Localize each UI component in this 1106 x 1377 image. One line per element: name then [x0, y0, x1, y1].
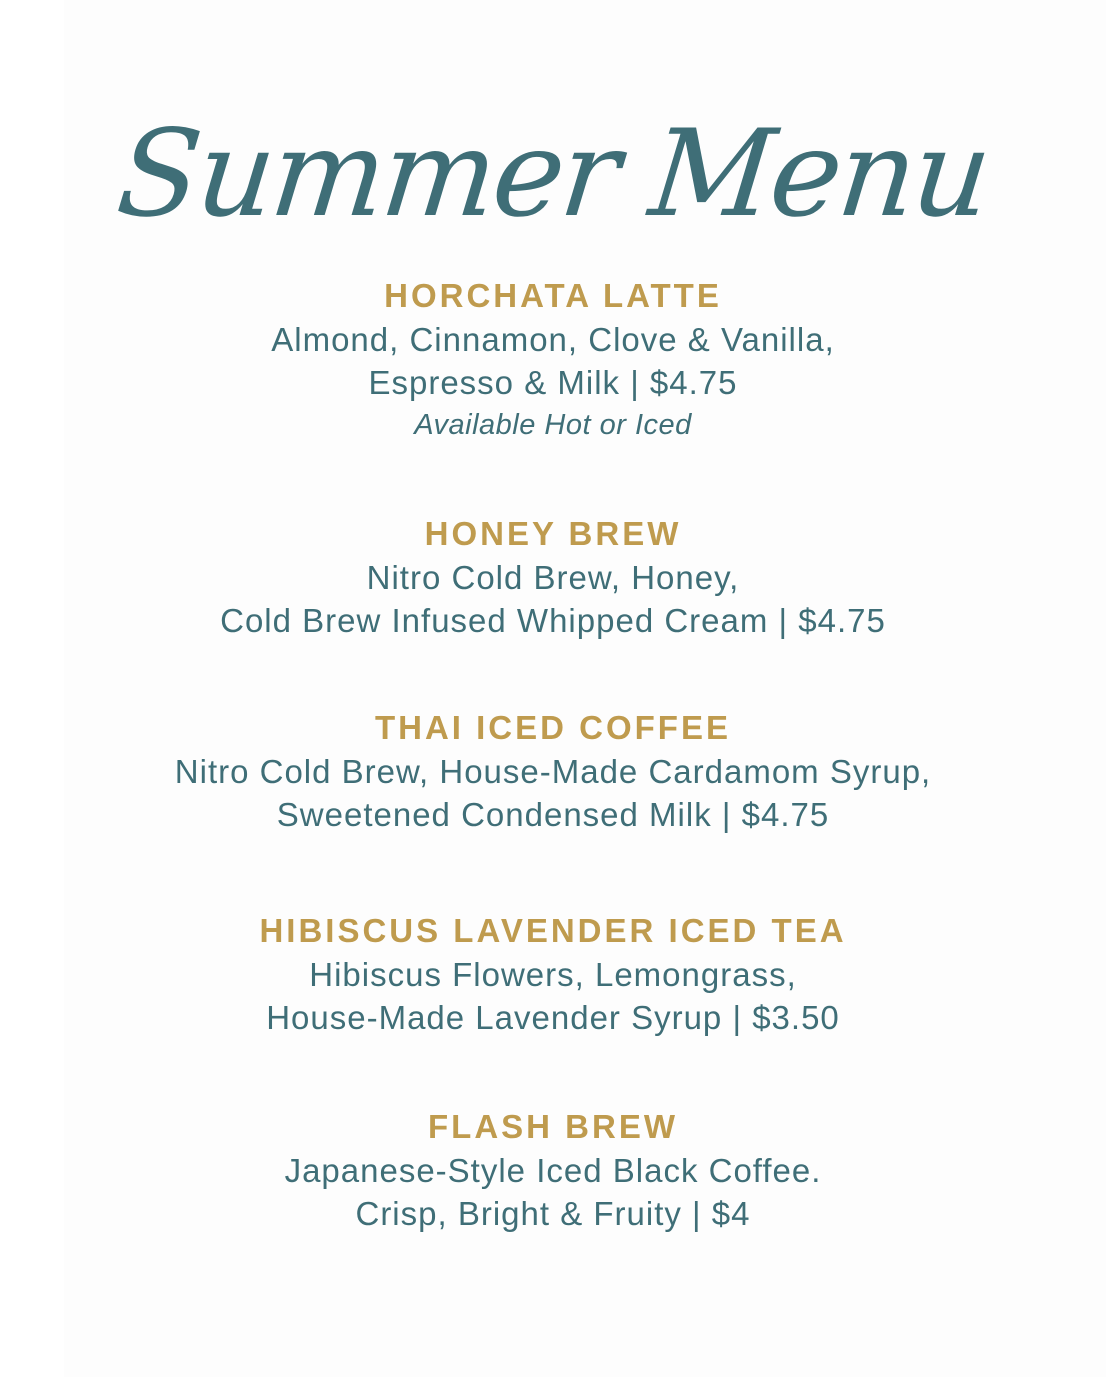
menu-item-flash-brew [0, 1105, 1106, 1235]
item-name: HORCHATA LATTE [384, 277, 722, 314]
menu-item-hibiscus-lavender-iced-tea [0, 909, 1106, 1039]
item-description-line: Crisp, Bright & Fruity | $4 [355, 1195, 751, 1232]
item-description-line: House-Made Lavender Syrup | $3.50 [266, 999, 840, 1036]
item-description-line: Cold Brew Infused Whipped Cream | $4.75 [220, 602, 886, 639]
menu-item-horchata-latte [0, 274, 1106, 446]
item-description-line: Hibiscus Flowers, Lemongrass, [309, 956, 797, 993]
item-description-line: Espresso & Milk | $4.75 [368, 364, 738, 401]
item-name: FLASH BREW [428, 1108, 678, 1145]
item-description-line: Nitro Cold Brew, House-Made Cardamom Syrup, [174, 753, 932, 790]
item-description-line: Japanese-Style Iced Black Coffee. [284, 1152, 822, 1189]
item-name: HONEY BREW [424, 515, 682, 552]
item-description-line: Sweetened Condensed Milk | $4.75 [276, 796, 830, 833]
menu-item-honey-brew [0, 512, 1106, 642]
item-name: THAI ICED COFFEE [374, 709, 731, 746]
item-description-line: Nitro Cold Brew, Honey, [366, 559, 740, 596]
menu-item-thai-iced-coffee [0, 706, 1106, 836]
item-note: Available Hot or Iced [414, 409, 692, 441]
item-name: HIBISCUS LAVENDER ICED TEA [259, 912, 847, 949]
menu-title: Summer Menu [111, 105, 995, 244]
item-description-line: Almond, Cinnamon, Clove & Vanilla, [271, 321, 835, 358]
